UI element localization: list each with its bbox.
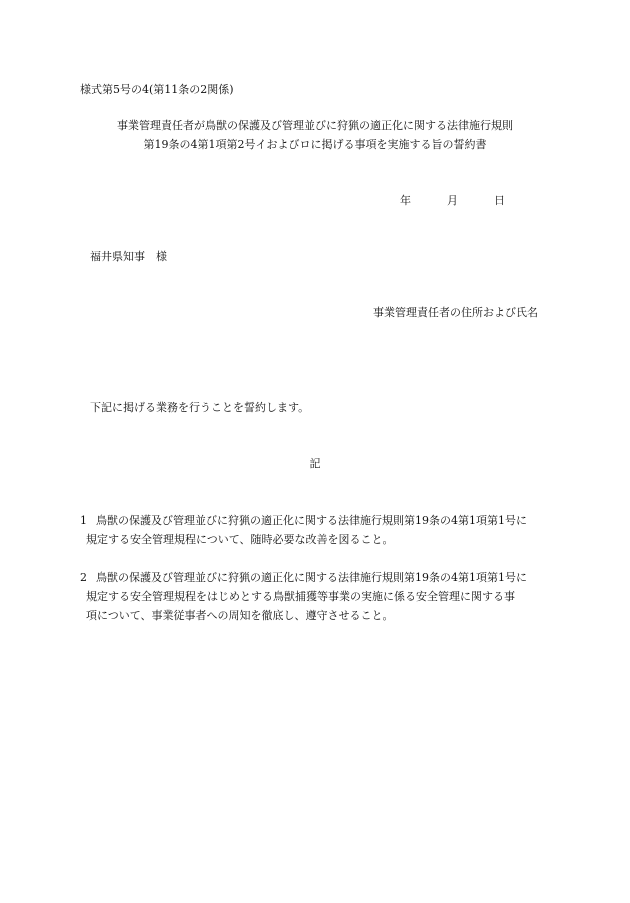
title-line-1: 事業管理責任者が鳥獣の保護及び管理並びに狩猟の適正化に関する法律施行規則 [117,119,513,132]
item-line: 規定する安全管理規程について、随時必要な改善を図ること。 [86,533,394,546]
form-label: 様式第5号の4(第11条の2関係) [80,83,234,96]
item-number: 2 [80,571,87,584]
item-line: 規定する安全管理規程をはじめとする鳥獣捕獲等事業の実施に係る安全管理に関する事 [86,590,515,603]
date-month-label: 月 [447,194,458,207]
date-year-label: 年 [400,194,411,207]
responsible-person-label: 事業管理責任者の住所および氏名 [373,306,538,319]
item-line: 項について、事業従事者への周知を徹底し、遵守させること。 [86,609,394,622]
title-line-2: 第19条の4第1項第2号イおよびロに掲げる事項を実施する旨の誓約書 [143,138,487,151]
list-item [80,511,560,549]
ki-heading: 記 [309,457,321,470]
addressee: 福井県知事 様 [90,250,167,263]
item-text: 鳥獣の保護及び管理並びに狩猟の適正化に関する法律施行規則第19条の4第1項第1号に [96,514,527,527]
pledge-text: 下記に掲げる業務を行うことを誓約します。 [90,401,310,414]
item-line [80,511,560,530]
item-number: 1 [80,514,87,527]
list-item [80,568,560,625]
date-day-label: 日 [494,194,505,207]
item-text: 鳥獣の保護及び管理並びに狩猟の適正化に関する法律施行規則第19条の4第1項第1号に [96,571,527,584]
item-line [80,568,560,587]
